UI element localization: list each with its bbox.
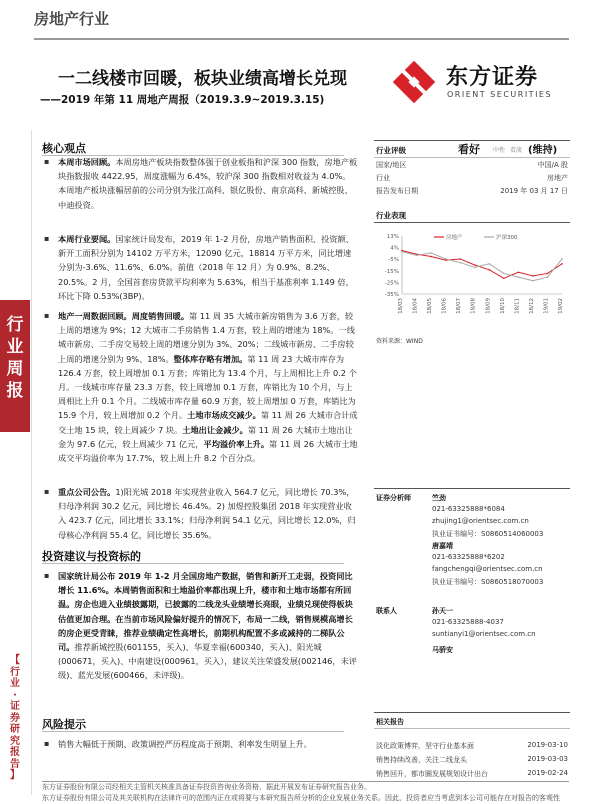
divider — [374, 728, 570, 729]
company-news-paragraph — [58, 485, 358, 542]
analyst-name: 唐嘉靖 — [432, 542, 453, 550]
analysts-label: 证券分析师 — [376, 494, 411, 502]
data-point — [518, 271, 520, 273]
x-tick-label: 19/01 — [543, 298, 550, 314]
rating-row-key: 报告发布日期 — [376, 187, 418, 195]
data-point — [430, 252, 432, 254]
x-tick-label: 18/10 — [499, 298, 506, 314]
x-tick-label: 18/05 — [427, 298, 434, 314]
legend-label: 房地产 — [446, 235, 463, 241]
related-report-link[interactable]: 淡化政策博弈，坚守行业基本面 — [376, 742, 474, 750]
risk-text: 销售大幅低于预期、政策调控严历程度高于预期、利率发生明显上升。 — [58, 739, 312, 749]
data-point — [547, 276, 549, 278]
land-fee-lead: 土地出让金减少。 — [182, 424, 248, 435]
data-point — [532, 280, 534, 282]
analyst-email[interactable]: zhujing1@orientsec.com.cn — [432, 517, 529, 525]
weekly-data-paragraph — [58, 309, 358, 465]
chart-title: 行业表现 — [376, 211, 406, 220]
inventory-lead: 整体库存略有增加。 — [173, 353, 248, 364]
inventory-text: 第 11 周 23 大城市库存为 126.4 万套，较上周增加 0.1 万套；库销比为 13.4 个月，与上周相比上升 0.2 个月。一线城市库存量 23.3 万套，较上周增加 0.1 万套，库销比为 10 个月，与上周相比上升 0.1 个月。二线城市库存量 60.9 万套，较上周增加 0 万套，库销比为 15.9 个月，较上周增加 0.2 个月。 — [58, 353, 357, 421]
data-point — [445, 258, 447, 260]
data-point — [459, 258, 461, 260]
side-tab-research — [0, 655, 30, 785]
legend-label: 沪深300 — [496, 235, 518, 241]
data-point — [430, 256, 432, 258]
market-review-lead: 本周市场回顾。 — [58, 157, 116, 167]
core-view-heading: 核心观点 — [42, 142, 86, 155]
investment-heading: 投资建议与投资标的 — [42, 550, 141, 563]
data-point — [561, 258, 563, 260]
bullet-icon: ▪ — [44, 234, 50, 243]
x-tick-label: 18/04 — [412, 298, 419, 314]
rating-row-value: 中国/A 股 — [537, 161, 568, 169]
company-news-lead: 重点公司公告。 — [58, 487, 116, 497]
y-tick-label: -5% — [388, 257, 399, 264]
data-point — [488, 269, 490, 271]
series-line-0 — [402, 251, 562, 279]
related-report-date: 2019-02-24 — [527, 769, 568, 777]
related-report-link[interactable]: 销售持续改善，关注二线龙头 — [376, 756, 467, 764]
rating-row-key: 国家/地区 — [376, 161, 407, 169]
x-tick-label: 18/06 — [441, 298, 448, 314]
rating-value: 看好 — [458, 143, 480, 156]
rating-label: 行业评级 — [376, 146, 406, 155]
data-point — [561, 263, 563, 265]
data-point — [503, 277, 505, 279]
data-point — [416, 255, 418, 257]
land-fee-text: 第 11 周 26 大城市土地出让金为 97.6 亿元，较上周减少 71 亿元， — [58, 424, 353, 449]
divider — [374, 488, 570, 489]
contact-phone: 021-63325888-4037 — [432, 618, 504, 626]
land-lead: 土地市场成交减少。 — [187, 410, 261, 421]
sector-label: 房地产行业 — [34, 10, 110, 28]
industry-news-text: 国家统计局发布，2019 年 1-2 月份，房地产销售面积、投资额、新开工面积分别为 14102 万平方米，12090 亿元，18814 万平方米，同比增速分别为-3.6%、11.6%、6.0%。前值（2018 年 12 月）为 0.9%、8.2%、20.5%。2 月，全国首套房贷款平均利率为 5.63%，相当于基准利率 1.149 倍，环比下降 0.53%(3BP)。 — [58, 234, 354, 301]
premium-text: 第 11 周 26 大城市土地成交平均溢价率为 17.7%，较上周上升 8.2 个百分点。 — [58, 438, 358, 464]
investment-text: 推荐新城控股(601155，买入)、华夏幸福(600340，买入)、阳光城(000671，买入)、中南建设(000961，买入），建议关注荣盛发展(002146，未评级)、蓝光发展(600466，未评级)。 — [58, 642, 357, 681]
land-text: 第 11 周 26 大城市合计成交土地 15 块，较上周减少 7 块。 — [58, 410, 358, 435]
bullet-icon: ▪ — [44, 739, 50, 748]
x-tick-label: 18/08 — [470, 298, 477, 314]
industry-news-paragraph — [58, 232, 358, 303]
bullet-icon: ▪ — [44, 571, 50, 580]
data-point — [459, 262, 461, 264]
analyst-cert: 执业证书编号：S0860518070003 — [432, 578, 544, 586]
related-report-link[interactable]: 销售回升，都市圈发展规划设计出台 — [376, 770, 488, 778]
contact-email[interactable]: suntianyi1@orientsec.com.cn — [432, 630, 536, 638]
x-tick-label: 18/12 — [528, 298, 535, 314]
data-point — [503, 273, 505, 275]
data-point — [518, 276, 520, 278]
risk-heading: 风险提示 — [42, 718, 86, 731]
analyst-name: 竺劲 — [432, 494, 446, 502]
side-tab-bottom-label: 【 行 业 · 证 券 研 究 报 告 】 — [10, 655, 20, 781]
report-subtitle: ——2019 年第 11 周地产周报（2019.3.9~2019.3.15) — [40, 94, 325, 106]
x-tick-label: 18/09 — [485, 298, 492, 314]
left-vertical-line — [31, 130, 32, 795]
footer-disclaimer — [42, 782, 567, 804]
investment-paragraph — [58, 569, 358, 683]
rating-status: (维持) — [528, 145, 558, 156]
weekly-data-text: 第 11 周 35 大城市新房销售为 3.6 万套，较上周的增速为 9%；12 大城市二手房销售 1.4 万套，较上周的增速为 18%。一线城市新房、二手房交易较上周的增速分别为 3%、20%；二线城市新房、二手房较上周的增速分别为 9%、18%。 — [58, 311, 355, 364]
x-tick-label: 18/07 — [456, 298, 463, 314]
data-point — [488, 263, 490, 265]
orient-logo-icon — [388, 56, 440, 108]
x-tick-label: 18/11 — [514, 298, 521, 314]
contact-name: 孙天一 — [432, 607, 453, 615]
y-tick-label: -15% — [384, 268, 399, 275]
y-tick-label: 13% — [386, 234, 399, 240]
company-news-text: 1)阳光城 2018 年实现营业收入 564.7 亿元，同比增长 70.3%，归母净利润 30.2 亿元，同比增长 46.4%。2) 加煜控股集团 2018 年实现营业收入 423.7 亿元，同比增长 33.1%；归母净利润 54.1 亿元，同比增长 12.0%，归母核心净利润 55.4 亿，同比增长 35.6%。 — [58, 487, 356, 540]
x-tick-label: 18/03 — [398, 298, 404, 314]
report-title: 一二线楼市回暖，板块业绩高增长兑现 — [58, 69, 347, 89]
divider — [374, 157, 570, 158]
premium-lead: 平均溢价率上升。 — [203, 438, 270, 449]
rating-row-key: 行业 — [376, 174, 390, 182]
rating-row-value: 房地产 — [547, 174, 568, 182]
divider — [42, 563, 344, 564]
investment-bold-text: 国家统计局公布 2019 年 1-2 月全国房地产数据，销售和新开工走弱，投资同比增长 11.6%。本周销售面积和土地溢价率都出现上升，楼市和土地市场都有所回温。房企也进入业绩披露期，已披露的二线龙头业绩增长亮眼，业绩兑现使得板块估值更加合理。在当前市场风险偏好提升的情况下，布局一二线，销售规模高增长的房企更受青睐，推荐业绩确定性高增长，前期机构配置不多或减持的二梯队公司。 — [58, 571, 353, 653]
y-tick-label: 4% — [390, 245, 399, 252]
analyst-phone: 021-63325888*6202 — [432, 553, 505, 561]
footer-line: 东方证券股份有限公司经相关主管机关核准具备证券投资咨询业务资格，据此开展发布证券研究报告业务。 — [42, 783, 371, 791]
analyst-phone: 021-63325888*6084 — [432, 505, 505, 513]
market-review-text: 本周房地产板块指数整体强于创业板指和沪深 300 指数，房地产板块指数报收 4422.95，周度涨幅为 6.4%，较沪深 300 指数相对收益为 4.0%。本周地产板块涨幅居前的公司分别为张江高科、银亿股份、南京高科、新城控股、中迪投资。 — [58, 157, 358, 210]
data-point — [532, 275, 534, 277]
analyst-cert: 执业证书编号：S0860514060003 — [432, 530, 544, 538]
weekly-data-lead: 地产一周数据回顾。周度销售回暖。 — [58, 311, 190, 321]
bullet-icon: ▪ — [44, 157, 50, 166]
data-point — [474, 267, 476, 269]
side-tab-weekly — [0, 300, 30, 432]
divider — [42, 731, 344, 732]
y-tick-label: -35% — [384, 292, 399, 298]
y-tick-label: -25% — [384, 280, 399, 287]
related-report-date: 2019-03-03 — [527, 755, 568, 763]
bullet-icon: ▪ — [44, 311, 50, 320]
rating-bearish: 看淡 — [510, 147, 523, 154]
rating-row-value: 2019 年 03 月 17 日 — [500, 187, 568, 195]
x-tick-label: 19/02 — [558, 298, 564, 314]
industry-performance-chart — [374, 226, 570, 330]
data-point — [401, 251, 403, 253]
divider — [374, 712, 570, 713]
contact-name: 马骄安 — [432, 646, 453, 654]
top-divider — [34, 38, 569, 40]
analyst-email[interactable]: fangchengqi@orientsec.com.cn — [432, 565, 543, 573]
data-point — [474, 264, 476, 266]
data-point — [547, 273, 549, 275]
logo-name-cn: 东方证券 — [446, 65, 539, 90]
divider — [374, 222, 570, 223]
related-heading: 相关报告 — [376, 718, 404, 726]
rating-neutral: 中性 — [493, 147, 506, 154]
chart-source: 资料来源：WIND — [376, 338, 423, 345]
side-tab-label: 行 业 周 报 — [6, 315, 24, 401]
bullet-icon: ▪ — [44, 487, 50, 496]
logo-name-en: ORIENT SECURITIES — [447, 90, 553, 99]
industry-news-lead: 本周行业要闻。 — [58, 234, 116, 244]
contact-label: 联系人 — [376, 607, 397, 615]
market-review-paragraph — [58, 155, 358, 212]
footer-line: 东方证券股份有限公司及其关联机构在法律许可的范围内正在或将要与本研究报告所分析的企业发展业务关系。因此，投资者应当考虑到本公司可能存在对报告的客观性 — [42, 794, 560, 802]
related-report-date: 2019-03-10 — [527, 741, 568, 749]
